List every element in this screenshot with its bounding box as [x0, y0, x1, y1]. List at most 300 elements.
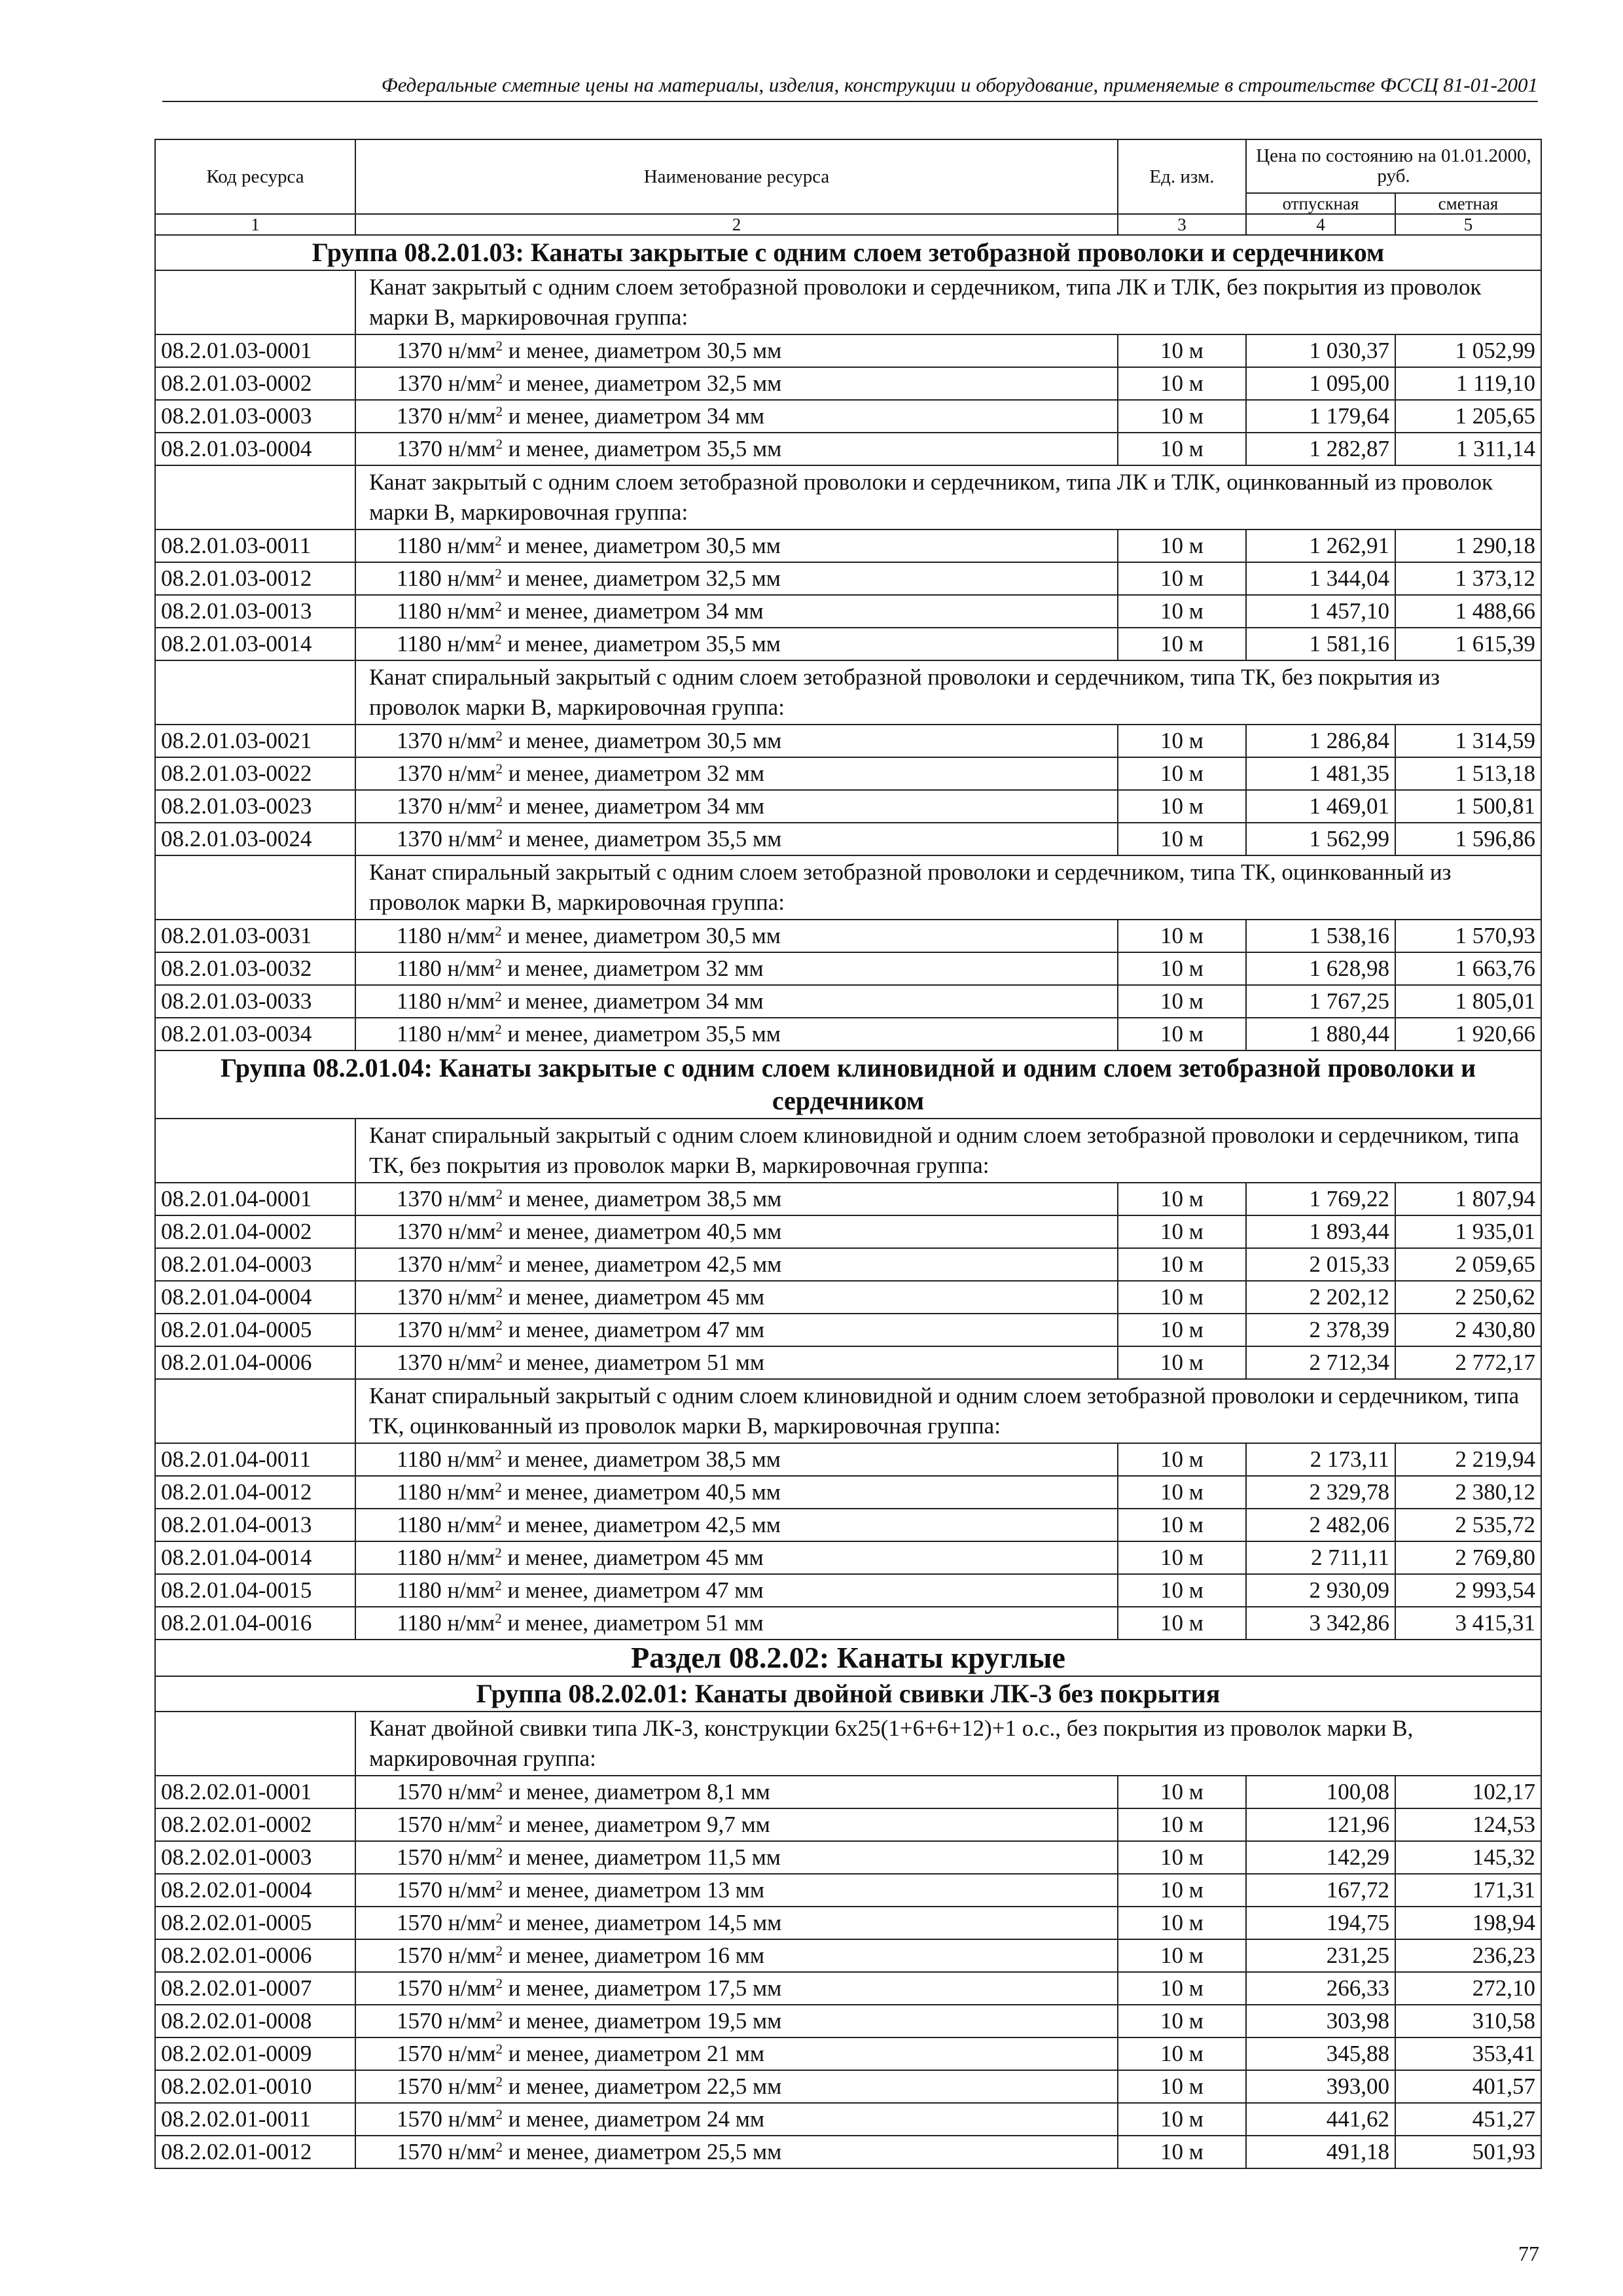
strength-value: 1180 н/мм [397, 1577, 495, 1603]
resource-code: 08.2.01.03-0023 [155, 790, 355, 823]
resource-code: 08.2.01.03-0032 [155, 952, 355, 985]
unit-cell: 10 м [1118, 334, 1246, 367]
release-price: 2 378,39 [1246, 1314, 1395, 1346]
release-price: 1 095,00 [1246, 367, 1395, 400]
diameter-text: и менее, диаметром 35,5 мм [501, 1021, 781, 1047]
release-price: 1 030,37 [1246, 334, 1395, 367]
resource-name [355, 2037, 1118, 2070]
squared-superscript: 2 [495, 826, 503, 842]
resource-name [355, 1808, 1118, 1841]
squared-superscript: 2 [495, 956, 502, 972]
strength-value: 1180 н/мм [397, 956, 495, 981]
squared-superscript: 2 [495, 923, 502, 939]
release-price: 2 173,11 [1246, 1443, 1395, 1476]
diameter-text: и менее, диаметром 32,5 мм [503, 370, 782, 396]
diameter-text: и менее, диаметром 24 мм [503, 2106, 764, 2132]
unit-cell: 10 м [1118, 529, 1246, 562]
release-price: 1 769,22 [1246, 1183, 1395, 1215]
table-row [155, 1509, 1541, 1541]
table-row [155, 790, 1541, 823]
resource-name [355, 529, 1118, 562]
table-row [155, 2037, 1541, 2070]
unit-cell: 10 м [1118, 1841, 1246, 1874]
description-text: Канат спиральный закрытый с одним слоем клиновидной и одним слоем зетобразной проволоки и сердечником, типа ТК, без покрытия из проволок марки В, маркировочная группа: [355, 1119, 1541, 1183]
table-row [155, 1841, 1541, 1874]
table-row [155, 1314, 1541, 1346]
squared-superscript: 2 [495, 1446, 502, 1463]
resource-name [355, 1346, 1118, 1379]
strength-value: 1370 н/мм [397, 403, 496, 429]
resource-code: 08.2.01.04-0011 [155, 1443, 355, 1476]
strength-value: 1180 н/мм [397, 565, 495, 591]
resource-name [355, 1907, 1118, 1939]
release-price: 1 581,16 [1246, 628, 1395, 660]
table-row [155, 2005, 1541, 2037]
squared-superscript: 2 [495, 631, 502, 647]
strength-value: 1370 н/мм [397, 1219, 496, 1244]
column-number: 3 [1118, 214, 1246, 235]
diameter-text: и менее, диаметром 21 мм [503, 2041, 764, 2066]
strength-value: 1570 н/мм [397, 2008, 496, 2034]
squared-superscript: 2 [495, 370, 503, 387]
unit-cell: 10 м [1118, 1972, 1246, 2005]
empty-code-cell [155, 270, 355, 334]
resource-code: 08.2.01.04-0001 [155, 1183, 355, 1215]
table-row [155, 1443, 1541, 1476]
description-row [155, 1712, 1541, 1776]
col-header-estimate: сметная [1395, 193, 1541, 214]
description-row [155, 660, 1541, 725]
release-price: 194,75 [1246, 1907, 1395, 1939]
release-price: 1 767,25 [1246, 985, 1395, 1018]
strength-value: 1570 н/мм [397, 1975, 496, 2001]
diameter-text: и менее, диаметром 34 мм [501, 988, 764, 1014]
strength-value: 1570 н/мм [397, 1943, 496, 1968]
resource-name [355, 920, 1118, 952]
resource-name [355, 1541, 1118, 1574]
estimate-price: 198,94 [1395, 1907, 1541, 1939]
resource-name [355, 562, 1118, 595]
resource-name [355, 1183, 1118, 1215]
resource-code: 08.2.01.03-0012 [155, 562, 355, 595]
release-price: 231,25 [1246, 1939, 1395, 1972]
estimate-price: 272,10 [1395, 1972, 1541, 2005]
squared-superscript: 2 [495, 2139, 503, 2155]
estimate-price: 3 415,31 [1395, 1607, 1541, 1640]
resource-code: 08.2.01.03-0002 [155, 367, 355, 400]
table-row [155, 1776, 1541, 1808]
diameter-text: и менее, диаметром 51 мм [501, 1610, 764, 1636]
diameter-text: и менее, диаметром 45 мм [501, 1545, 764, 1570]
release-price: 1 282,87 [1246, 433, 1395, 465]
squared-superscript: 2 [495, 1610, 502, 1626]
strength-value: 1180 н/мм [397, 631, 495, 656]
estimate-price: 2 250,62 [1395, 1281, 1541, 1314]
resource-code: 08.2.01.03-0034 [155, 1018, 355, 1050]
resource-code: 08.2.01.04-0013 [155, 1509, 355, 1541]
col-header-release: отпускная [1246, 193, 1395, 214]
description-row [155, 1119, 1541, 1183]
release-price: 1 344,04 [1246, 562, 1395, 595]
estimate-price: 1 807,94 [1395, 1183, 1541, 1215]
col-header-code: Код ресурса [155, 139, 355, 214]
unit-cell: 10 м [1118, 2070, 1246, 2103]
release-price: 1 179,64 [1246, 400, 1395, 433]
strength-value: 1370 н/мм [397, 728, 496, 753]
table-row [155, 952, 1541, 985]
empty-code-cell [155, 855, 355, 920]
unit-cell: 10 м [1118, 1183, 1246, 1215]
table-row [155, 1183, 1541, 1215]
unit-cell: 10 м [1118, 790, 1246, 823]
description-text: Канат спиральный закрытый с одним слоем клиновидной и одним слоем зетобразной проволоки и сердечником, типа ТК, оцинкованный из проволок марки В, маркировочная группа: [355, 1379, 1541, 1443]
estimate-price: 2 772,17 [1395, 1346, 1541, 1379]
squared-superscript: 2 [495, 1877, 503, 1893]
unit-cell: 10 м [1118, 1248, 1246, 1281]
release-price: 2 711,11 [1246, 1541, 1395, 1574]
resource-name [355, 1972, 1118, 2005]
release-price: 1 262,91 [1246, 529, 1395, 562]
strength-value: 1180 н/мм [397, 988, 495, 1014]
resource-name [355, 1215, 1118, 1248]
strength-value: 1180 н/мм [397, 923, 495, 948]
unit-cell: 10 м [1118, 2005, 1246, 2037]
release-price: 2 329,78 [1246, 1476, 1395, 1509]
resource-name [355, 1939, 1118, 1972]
resource-code: 08.2.02.01-0001 [155, 1776, 355, 1808]
diameter-text: и менее, диаметром 14,5 мм [503, 1910, 782, 1935]
table-row [155, 1607, 1541, 1640]
release-price: 3 342,86 [1246, 1607, 1395, 1640]
table-row [155, 1215, 1541, 1248]
estimate-price: 171,31 [1395, 1874, 1541, 1907]
group-heading-row [155, 1676, 1541, 1712]
strength-value: 1570 н/мм [397, 1844, 496, 1870]
diameter-text: и менее, диаметром 30,5 мм [501, 923, 781, 948]
resource-code: 08.2.01.04-0016 [155, 1607, 355, 1640]
resource-name [355, 1443, 1118, 1476]
resource-name [355, 628, 1118, 660]
description-row [155, 855, 1541, 920]
unit-cell: 10 м [1118, 1874, 1246, 1907]
description-text: Канат спиральный закрытый с одним слоем зетобразной проволоки и сердечником, типа ТК, без покрытия из проволок марки В, маркировочная группа: [355, 660, 1541, 725]
squared-superscript: 2 [495, 1779, 503, 1795]
table-row [155, 1248, 1541, 1281]
estimate-price: 353,41 [1395, 2037, 1541, 2070]
resource-name [355, 433, 1118, 465]
squared-superscript: 2 [495, 1943, 503, 1959]
squared-superscript: 2 [495, 1975, 503, 1992]
estimate-price: 1 488,66 [1395, 595, 1541, 628]
resource-name [355, 1476, 1118, 1509]
section-title: Раздел 08.2.02: Канаты круглые [155, 1640, 1541, 1676]
resource-code: 08.2.01.04-0006 [155, 1346, 355, 1379]
squared-superscript: 2 [495, 761, 503, 777]
diameter-text: и менее, диаметром 34 мм [503, 793, 764, 819]
strength-value: 1370 н/мм [397, 338, 496, 363]
diameter-text: и менее, диаметром 32 мм [503, 761, 764, 786]
resource-name [355, 1574, 1118, 1607]
diameter-text: и менее, диаметром 45 мм [503, 1284, 764, 1310]
resource-code: 08.2.02.01-0003 [155, 1841, 355, 1874]
diameter-text: и менее, диаметром 8,1 мм [503, 1779, 770, 1804]
estimate-price: 124,53 [1395, 1808, 1541, 1841]
resource-name [355, 595, 1118, 628]
unit-cell: 10 м [1118, 1808, 1246, 1841]
resource-name [355, 2070, 1118, 2103]
empty-code-cell [155, 660, 355, 725]
table-row [155, 1476, 1541, 1509]
strength-value: 1180 н/мм [397, 1610, 495, 1636]
resource-code: 08.2.01.04-0004 [155, 1281, 355, 1314]
group-title: Группа 08.2.01.04: Канаты закрытые с одним слоем клиновидной и одним слоем зетобразной проволоки и сердечником [155, 1050, 1541, 1119]
running-header: Федеральные сметные цены на материалы, изделия, конструкции и оборудование, применяемые в строительстве ФССЦ 81-01-2001 [162, 73, 1538, 102]
table-row [155, 1972, 1541, 2005]
unit-cell: 10 м [1118, 2103, 1246, 2136]
estimate-price: 1 805,01 [1395, 985, 1541, 1018]
strength-value: 1570 н/мм [397, 1877, 496, 1903]
table-row [155, 1907, 1541, 1939]
estimate-price: 1 311,14 [1395, 433, 1541, 465]
description-row [155, 1379, 1541, 1443]
resource-code: 08.2.01.03-0031 [155, 920, 355, 952]
resource-name [355, 1607, 1118, 1640]
col-header-price: Цена по состоянию на 01.01.2000, руб. [1246, 139, 1541, 193]
resource-code: 08.2.01.03-0021 [155, 725, 355, 757]
diameter-text: и менее, диаметром 32,5 мм [501, 565, 781, 591]
strength-value: 1180 н/мм [397, 533, 495, 558]
table-row [155, 2103, 1541, 2136]
strength-value: 1370 н/мм [397, 793, 496, 819]
unit-cell: 10 м [1118, 1281, 1246, 1314]
col-header-name: Наименование ресурса [355, 139, 1118, 214]
group-title: Группа 08.2.02.01: Канаты двойной свивки ЛК-З без покрытия [155, 1676, 1541, 1712]
strength-value: 1570 н/мм [397, 1779, 496, 1804]
empty-code-cell [155, 1379, 355, 1443]
estimate-price: 2 219,94 [1395, 1443, 1541, 1476]
squared-superscript: 2 [495, 1512, 502, 1528]
diameter-text: и менее, диаметром 9,7 мм [503, 1812, 770, 1837]
estimate-price: 1 500,81 [1395, 790, 1541, 823]
description-text: Канат закрытый с одним слоем зетобразной проволоки и сердечником, типа ЛК и ТЛК, без покрытия из проволок марки В, маркировочная группа: [355, 270, 1541, 334]
squared-superscript: 2 [495, 2041, 503, 2057]
strength-value: 1570 н/мм [397, 2106, 496, 2132]
table-row [155, 725, 1541, 757]
diameter-text: и менее, диаметром 19,5 мм [503, 2008, 782, 2034]
col-header-unit: Ед. изм. [1118, 139, 1246, 214]
estimate-price: 1 205,65 [1395, 400, 1541, 433]
squared-superscript: 2 [495, 1844, 503, 1861]
resource-name [355, 1509, 1118, 1541]
description-text: Канат двойной свивки типа ЛК-З, конструкции 6х25(1+6+6+12)+1 о.с., без покрытия из проволок марки В, маркировочная группа: [355, 1712, 1541, 1776]
unit-cell: 10 м [1118, 628, 1246, 660]
diameter-text: и менее, диаметром 47 мм [501, 1577, 764, 1603]
group-heading-row [155, 235, 1541, 270]
resource-code: 08.2.02.01-0012 [155, 2136, 355, 2168]
table-row [155, 920, 1541, 952]
resource-code: 08.2.02.01-0006 [155, 1939, 355, 1972]
diameter-text: и менее, диаметром 47 мм [503, 1317, 764, 1342]
unit-cell: 10 м [1118, 757, 1246, 790]
squared-superscript: 2 [495, 2008, 503, 2024]
diameter-text: и менее, диаметром 30,5 мм [503, 728, 782, 753]
release-price: 2 482,06 [1246, 1509, 1395, 1541]
unit-cell: 10 м [1118, 1476, 1246, 1509]
resource-name [355, 367, 1118, 400]
strength-value: 1570 н/мм [397, 1910, 496, 1935]
release-price: 1 880,44 [1246, 1018, 1395, 1050]
strength-value: 1370 н/мм [397, 1350, 496, 1375]
estimate-price: 102,17 [1395, 1776, 1541, 1808]
release-price: 2 712,34 [1246, 1346, 1395, 1379]
squared-superscript: 2 [495, 598, 502, 615]
unit-cell: 10 м [1118, 985, 1246, 1018]
resource-code: 08.2.01.03-0033 [155, 985, 355, 1018]
estimate-price: 1 052,99 [1395, 334, 1541, 367]
table-row [155, 1874, 1541, 1907]
resource-code: 08.2.02.01-0009 [155, 2037, 355, 2070]
description-row [155, 465, 1541, 529]
resource-name [355, 1314, 1118, 1346]
strength-value: 1180 н/мм [397, 1021, 495, 1047]
column-numbers-row [155, 214, 1541, 235]
price-table [154, 139, 1542, 2169]
resource-name [355, 790, 1118, 823]
diameter-text: и менее, диаметром 25,5 мм [503, 2139, 782, 2164]
release-price: 1 562,99 [1246, 823, 1395, 855]
diameter-text: и менее, диаметром 42,5 мм [501, 1512, 781, 1537]
table-row [155, 823, 1541, 855]
table-header-row [155, 139, 1541, 193]
squared-superscript: 2 [495, 988, 502, 1005]
resource-code: 08.2.01.03-0001 [155, 334, 355, 367]
resource-name [355, 823, 1118, 855]
unit-cell: 10 м [1118, 595, 1246, 628]
strength-value: 1370 н/мм [397, 761, 496, 786]
empty-code-cell [155, 465, 355, 529]
table-row [155, 1018, 1541, 1050]
table-row [155, 985, 1541, 1018]
squared-superscript: 2 [495, 403, 503, 420]
squared-superscript: 2 [495, 2073, 503, 2090]
release-price: 266,33 [1246, 1972, 1395, 2005]
strength-value: 1570 н/мм [397, 2041, 496, 2066]
release-price: 491,18 [1246, 2136, 1395, 2168]
diameter-text: и менее, диаметром 17,5 мм [503, 1975, 782, 2001]
diameter-text: и менее, диаметром 30,5 мм [503, 338, 782, 363]
squared-superscript: 2 [495, 1812, 503, 1828]
resource-name [355, 2005, 1118, 2037]
diameter-text: и менее, диаметром 34 мм [501, 598, 764, 624]
squared-superscript: 2 [495, 1021, 502, 1037]
diameter-text: и менее, диаметром 13 мм [503, 1877, 764, 1903]
release-price: 441,62 [1246, 2103, 1395, 2136]
table-row [155, 1939, 1541, 1972]
estimate-price: 2 430,80 [1395, 1314, 1541, 1346]
resource-code: 08.2.02.01-0011 [155, 2103, 355, 2136]
table-body [155, 235, 1541, 2168]
diameter-text: и менее, диаметром 42,5 мм [503, 1251, 782, 1277]
diameter-text: и менее, диаметром 22,5 мм [503, 2073, 782, 2099]
release-price: 2 930,09 [1246, 1574, 1395, 1607]
estimate-price: 1 373,12 [1395, 562, 1541, 595]
column-number: 5 [1395, 214, 1541, 235]
estimate-price: 1 290,18 [1395, 529, 1541, 562]
table-row [155, 2070, 1541, 2103]
resource-name [355, 1018, 1118, 1050]
diameter-text: и менее, диаметром 35,5 мм [501, 631, 781, 656]
resource-name [355, 985, 1118, 1018]
strength-value: 1570 н/мм [397, 2139, 496, 2164]
resource-name [355, 1281, 1118, 1314]
squared-superscript: 2 [495, 1545, 502, 1561]
unit-cell: 10 м [1118, 952, 1246, 985]
table-row [155, 334, 1541, 367]
unit-cell: 10 м [1118, 1314, 1246, 1346]
squared-superscript: 2 [495, 1350, 503, 1366]
resource-name [355, 757, 1118, 790]
resource-code: 08.2.01.03-0014 [155, 628, 355, 660]
diameter-text: и менее, диаметром 40,5 мм [503, 1219, 782, 1244]
estimate-price: 1 314,59 [1395, 725, 1541, 757]
strength-value: 1570 н/мм [397, 2073, 496, 2099]
page-number: 77 [1518, 2242, 1539, 2265]
release-price: 100,08 [1246, 1776, 1395, 1808]
squared-superscript: 2 [495, 1251, 503, 1268]
diameter-text: и менее, диаметром 35,5 мм [503, 826, 782, 852]
resource-code: 08.2.01.04-0005 [155, 1314, 355, 1346]
column-number: 2 [355, 214, 1118, 235]
resource-code: 08.2.01.03-0004 [155, 433, 355, 465]
estimate-price: 1 920,66 [1395, 1018, 1541, 1050]
table-row [155, 1541, 1541, 1574]
unit-cell: 10 м [1118, 1607, 1246, 1640]
unit-cell: 10 м [1118, 1018, 1246, 1050]
resource-name [355, 725, 1118, 757]
estimate-price: 1 119,10 [1395, 367, 1541, 400]
table-row [155, 400, 1541, 433]
resource-code: 08.2.02.01-0004 [155, 1874, 355, 1907]
diameter-text: и менее, диаметром 38,5 мм [501, 1446, 781, 1472]
description-text: Канат закрытый с одним слоем зетобразной проволоки и сердечником, типа ЛК и ТЛК, оцинкованный из проволок марки В, маркировочная группа: [355, 465, 1541, 529]
unit-cell: 10 м [1118, 1215, 1246, 1248]
estimate-price: 1 663,76 [1395, 952, 1541, 985]
squared-superscript: 2 [495, 565, 502, 582]
table-row [155, 2136, 1541, 2168]
estimate-price: 2 535,72 [1395, 1509, 1541, 1541]
unit-cell: 10 м [1118, 2037, 1246, 2070]
resource-name [355, 2103, 1118, 2136]
description-text: Канат спиральный закрытый с одним слоем зетобразной проволоки и сердечником, типа ТК, оцинкованный из проволок марки В, маркировочная группа: [355, 855, 1541, 920]
strength-value: 1370 н/мм [397, 826, 496, 852]
diameter-text: и менее, диаметром 40,5 мм [501, 1479, 781, 1505]
strength-value: 1370 н/мм [397, 1317, 496, 1342]
group-heading-row [155, 1050, 1541, 1119]
column-number: 4 [1246, 214, 1395, 235]
section-heading-row [155, 1640, 1541, 1676]
resource-name [355, 2136, 1118, 2168]
squared-superscript: 2 [495, 1186, 503, 1202]
release-price: 121,96 [1246, 1808, 1395, 1841]
resource-name [355, 400, 1118, 433]
strength-value: 1570 н/мм [397, 1812, 496, 1837]
unit-cell: 10 м [1118, 367, 1246, 400]
resource-name [355, 1841, 1118, 1874]
resource-code: 08.2.01.04-0014 [155, 1541, 355, 1574]
estimate-price: 2 380,12 [1395, 1476, 1541, 1509]
squared-superscript: 2 [495, 1910, 503, 1926]
squared-superscript: 2 [495, 728, 503, 744]
